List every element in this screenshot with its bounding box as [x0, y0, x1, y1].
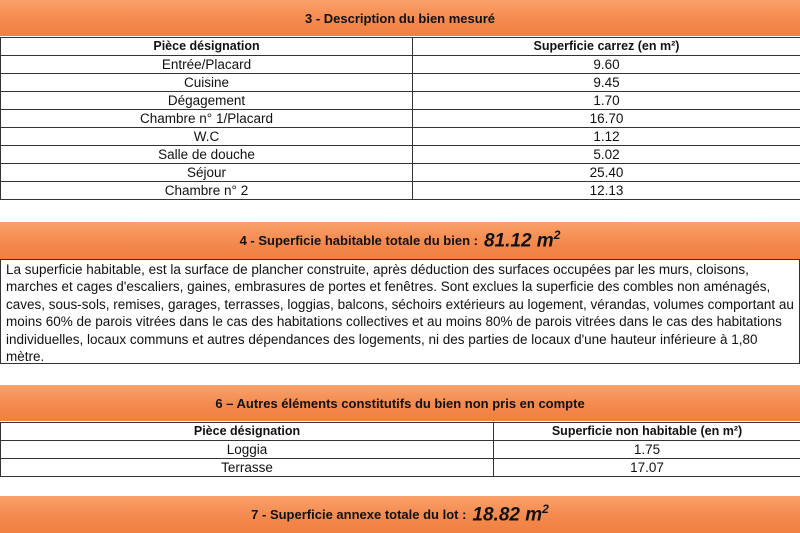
carrez-table	[0, 37, 800, 200]
area-cell: 1.70	[413, 92, 800, 110]
area-cell: 25.40	[413, 164, 800, 182]
piece-cell: W.C	[1, 128, 413, 146]
section3-title: 3 - Description du bien mesuré	[305, 10, 495, 26]
section7-title: 7 - Superficie annexe totale du lot :	[251, 507, 467, 522]
section7-total: 18.82 $m^2$	[472, 502, 549, 526]
table-row	[1, 56, 800, 74]
table-row	[1, 459, 800, 477]
piece-cell: Chambre n° 2	[1, 182, 413, 200]
area-cell: 12.13	[413, 182, 800, 200]
area-cell: 5.02	[413, 146, 800, 164]
piece-cell: Cuisine	[1, 74, 413, 92]
area-cell: 17.07	[494, 459, 800, 477]
non-habitable-table	[0, 422, 800, 477]
col-piece-header: Pièce désignation	[1, 38, 413, 56]
col-area-header: Superficie non habitable (en m²)	[494, 423, 800, 441]
piece-cell: Loggia	[1, 441, 494, 459]
habitable-definition: La superficie habitable, est la surface de plancher construite, après déduction des surfaces occupées par les murs, cloisons, marches et cages d'escaliers, gaines, embrasures de portes et fenêtres. Sont exclues la superficie des combles non aménagés, caves, sous-sols, remises, garages, terrasses, loggias, balcons, séchoirs extérieurs au logement, vérandas, volumes comportant au moins 60% de parois vitrées dans le cas des habitations collectives et au moins 80% de parois vitrées dans le cas des habitations individuelles, locaux communs et autres dépendances des logements, ni des parties de locaux d'une hauteur inférieure à 1,80 mètre.	[0, 259, 800, 364]
piece-cell: Salle de douche	[1, 146, 413, 164]
table-row	[1, 92, 800, 110]
section6-header	[0, 385, 800, 421]
table-header-row	[1, 38, 800, 56]
section4-total: 81.12 $m^2$	[483, 228, 561, 252]
table-row	[1, 441, 800, 459]
table-row	[1, 182, 800, 200]
col-area-header: Superficie carrez (en m²)	[413, 38, 800, 56]
section3-header	[0, 0, 800, 36]
section4-header	[0, 222, 800, 259]
table-row	[1, 110, 800, 128]
piece-cell: Chambre n° 1/Placard	[1, 110, 413, 128]
section7-header	[0, 496, 800, 533]
piece-cell: Dégagement	[1, 92, 413, 110]
area-cell: 16.70	[413, 110, 800, 128]
col-piece-header: Pièce désignation	[1, 423, 494, 441]
table-row	[1, 146, 800, 164]
table-header-row	[1, 423, 800, 441]
section4-title: 4 - Superficie habitable totale du bien :	[239, 233, 478, 248]
area-cell: 9.60	[413, 56, 800, 74]
table-row	[1, 128, 800, 146]
section6-title: 6 – Autres éléments constitutifs du bien non pris en compte	[215, 395, 585, 411]
table-row	[1, 164, 800, 182]
piece-cell: Séjour	[1, 164, 413, 182]
area-cell: 1.75	[494, 441, 800, 459]
table-row	[1, 74, 800, 92]
area-cell: 1.12	[413, 128, 800, 146]
area-cell: 9.45	[413, 74, 800, 92]
piece-cell: Terrasse	[1, 459, 494, 477]
piece-cell: Entrée/Placard	[1, 56, 413, 74]
